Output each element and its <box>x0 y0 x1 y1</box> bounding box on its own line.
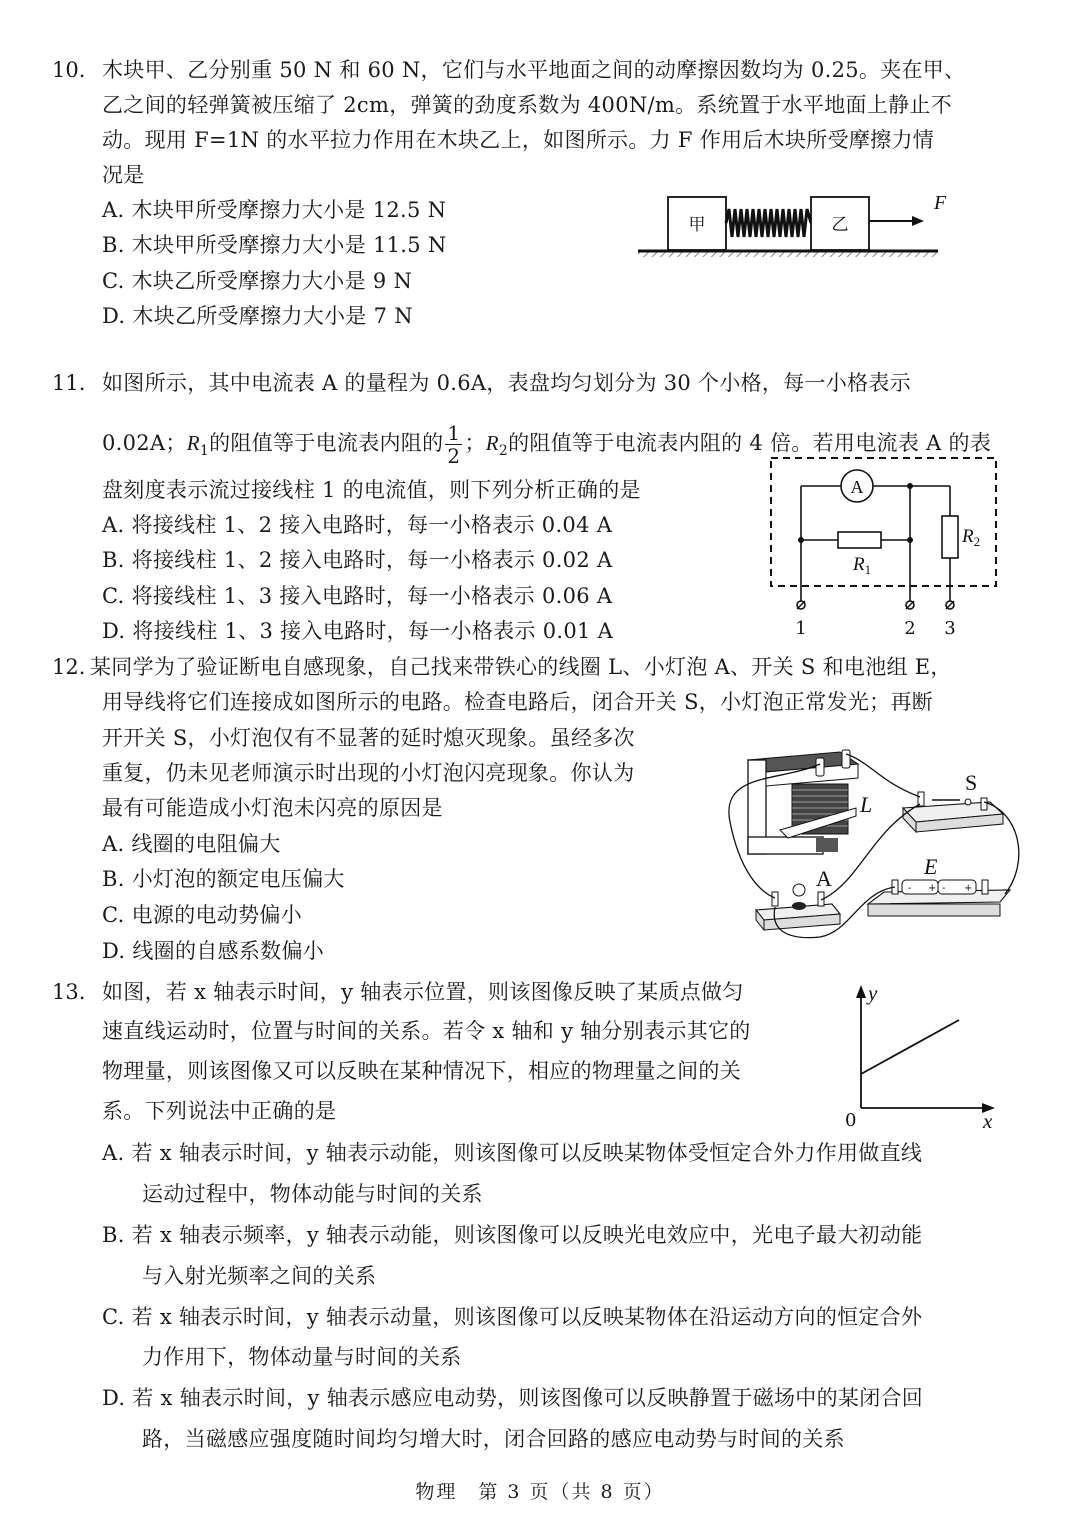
option-a: A. 线圈的电阻偏大 <box>102 832 281 856</box>
question-number: 13. <box>52 980 86 1004</box>
question-stem-line: 物理量，则该图像又可以反映在某种情况下，相应的物理量之间的关 <box>102 1059 741 1083</box>
block-yi-label: 乙 <box>831 215 849 235</box>
option-b: B. 若 x 轴表示频率，y 轴表示动能，则该图像可以反映光电效应中，光电子最大初动能 <box>102 1223 923 1247</box>
question-stem-line: 重复，仍未见老师演示时出现的小灯泡闪亮现象。你认为 <box>102 761 635 785</box>
option-d: D. 将接线柱 1、3 接入电路时，每一小格表示 0.01 A <box>102 619 614 643</box>
fraction-one-half: $\frac{1}{2}$ <box>447 421 461 468</box>
force-label: F <box>934 192 947 214</box>
terminal-1-label: 1 <box>795 618 807 639</box>
r2-label: $R_2$ <box>962 526 981 549</box>
svg-text:-: - <box>942 883 946 894</box>
arrow-up-icon <box>856 985 866 998</box>
question-stem-line: 某同学为了验证断电自感现象，自己找来带铁心的线圈 L、小灯泡 A、开关 S 和电池组 E， <box>90 655 952 679</box>
lamp-label: A <box>816 866 832 891</box>
option-a: A. 将接线柱 1、2 接入电路时，每一小格表示 0.04 A <box>102 513 613 537</box>
linear-graph-figure <box>835 980 1005 1130</box>
question-number: 10. <box>52 58 86 82</box>
r1-label: $R_1$ <box>853 554 872 577</box>
option-c: C. 将接线柱 1、3 接入电路时，每一小格表示 0.06 A <box>102 584 613 608</box>
option-d: D. 木块乙所受摩擦力大小是 7 N <box>102 304 413 328</box>
dashed-box <box>771 458 996 586</box>
question-stem-line: 最有可能造成小灯泡未闪亮的原因是 <box>102 796 443 820</box>
inductor-circuit-figure <box>720 742 1040 942</box>
svg-text:+: + <box>928 883 937 894</box>
resistor-r1-icon <box>838 532 881 548</box>
question-number: 11. <box>52 371 86 395</box>
y-axis-label: y <box>868 981 878 1005</box>
question-number: 12. <box>52 655 86 679</box>
option-d-cont: 路，当磁感应强度随时间均匀增大时，闭合回路的感应电动势与时间的关系 <box>142 1427 845 1451</box>
option-a: A. 若 x 轴表示时间，y 轴表示动能，则该图像可以反映某物体受恒定合外力作用做直线 <box>102 1141 923 1165</box>
arrow-right-icon <box>912 216 924 226</box>
block-jia-label: 甲 <box>688 215 706 235</box>
svg-text:+: + <box>964 883 973 894</box>
page-footer: 物理 第 3 页（共 8 页） <box>415 1481 665 1503</box>
option-c: C. 若 x 轴表示时间，y 轴表示动量，则该图像可以反映某物体在沿运动方向的恒定合外 <box>102 1305 923 1329</box>
question-stem-line: 木块甲、乙分别重 50 N 和 60 N，它们与水平地面之间的动摩擦因数均为 0.25。夹在甲、 <box>102 58 966 82</box>
spring-blocks-figure <box>630 185 970 265</box>
question-stem-line: 如图所示，其中电流表 A 的量程为 0.6A，表盘均匀划分为 30 个小格，每一小格表示 <box>102 371 912 395</box>
resistor-r2-icon <box>942 516 958 558</box>
terminal-3-label: 3 <box>944 618 956 639</box>
question-stem-line: 盘刻度表示流过接线柱 1 的电流值，则下列分析正确的是 <box>102 478 641 502</box>
option-b: B. 将接线柱 1、2 接入电路时，每一小格表示 0.02 A <box>102 548 613 572</box>
option-b: B. 小灯泡的额定电压偏大 <box>102 867 345 891</box>
question-stem-line: 用导线将它们连接成如图所示的电路。检查电路后，闭合开关 S，小灯泡正常发光；再断 <box>102 690 934 714</box>
x-axis-label: x <box>983 1109 993 1130</box>
switch-label: S <box>965 770 978 795</box>
question-stem-line: 速直线运动时，位置与时间的关系。若令 x 轴和 y 轴分别表示其它的 <box>102 1019 751 1043</box>
line-plot <box>861 1020 959 1074</box>
option-c: C. 电源的电动势偏小 <box>102 903 302 927</box>
svg-text:-: - <box>908 883 912 894</box>
switch-icon <box>903 792 1003 832</box>
origin-label: 0 <box>845 1110 857 1130</box>
question-stem-line: 0.02A；$R_1$的阻值等于电流表内阻的 $\frac{1}{2}$ ；$R_2$的阻值等于电流表内阻的 4 倍。若用电流表 A 的表 <box>102 421 992 468</box>
coil-label: L <box>860 792 873 817</box>
battery-icon <box>868 880 1010 916</box>
iron-core-coil-icon <box>748 750 858 854</box>
svg-text:A: A <box>850 477 864 497</box>
question-stem-line: 系。下列说法中正确的是 <box>102 1099 337 1123</box>
question-stem-line: 况是 <box>102 163 145 187</box>
option-d: D. 若 x 轴表示时间，y 轴表示感应电动势，则该图像可以反映静置于磁场中的某闭合回 <box>102 1386 924 1410</box>
option-a-cont: 运动过程中，物体动能与时间的关系 <box>142 1182 483 1206</box>
option-b-cont: 与入射光频率之间的关系 <box>142 1264 377 1288</box>
option-d: D. 线圈的自感系数偏小 <box>102 939 325 963</box>
question-stem-line: 乙之间的轻弹簧被压缩了 2cm，弹簧的劲度系数为 400N/m。系统置于水平地面上静止不 <box>102 93 953 117</box>
question-stem-line: 动。现用 F=1N 的水平拉力作用在木块乙上，如图所示。力 F 作用后木块所受摩擦力情 <box>102 128 935 152</box>
option-b: B. 木块甲所受摩擦力大小是 11.5 N <box>102 233 447 257</box>
spring-icon <box>726 209 811 237</box>
terminal-2-label: 2 <box>904 618 916 639</box>
question-stem-line: 开开关 S，小灯泡仅有不显著的延时熄灭现象。虽经多次 <box>102 726 635 750</box>
question-stem-line: 如图，若 x 轴表示时间，y 轴表示位置，则该图像反映了某质点做匀 <box>102 980 744 1004</box>
option-a: A. 木块甲所受摩擦力大小是 12.5 N <box>102 198 447 222</box>
terminal-icon <box>797 601 954 609</box>
option-c-cont: 力作用下，物体动量与时间的关系 <box>142 1345 462 1369</box>
battery-label: E <box>924 854 938 879</box>
ammeter-circuit-figure <box>765 452 1005 642</box>
option-c: C. 木块乙所受摩擦力大小是 9 N <box>102 269 413 293</box>
